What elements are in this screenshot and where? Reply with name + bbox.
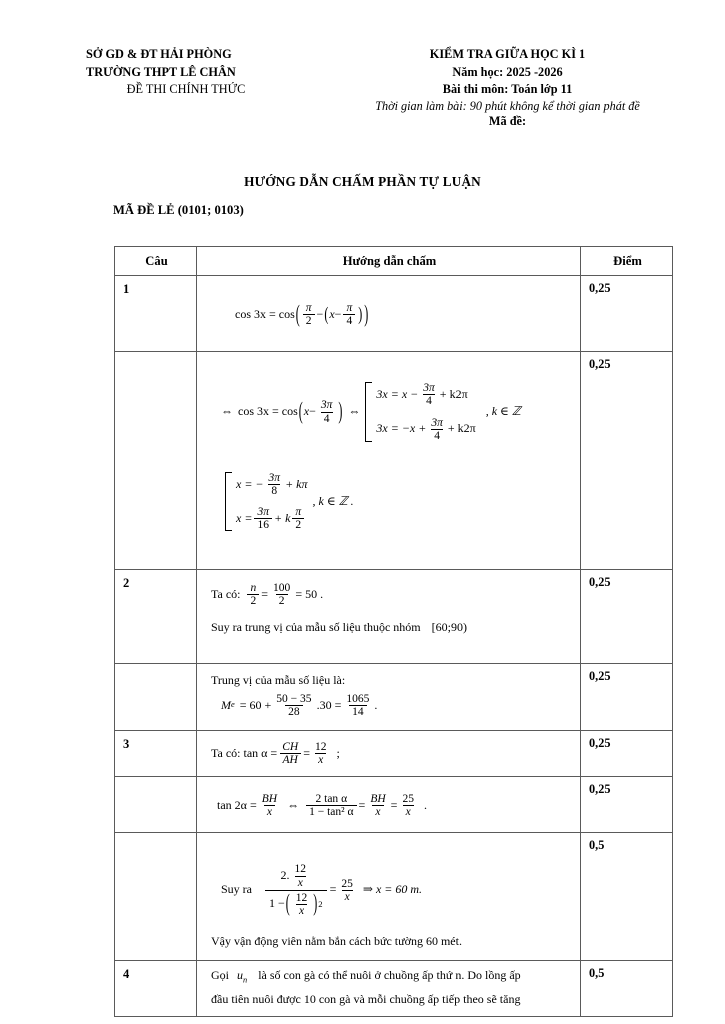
numerator-coef: 2. — [280, 868, 290, 883]
row-points: 0,25 — [581, 731, 673, 777]
table-header-row — [115, 247, 673, 276]
row-solution — [197, 663, 581, 731]
subject-line: Bài thi môn: Toán lớp 11 — [442, 82, 573, 96]
school-department: SỞ GD & ĐT HẢI PHÒNG — [86, 47, 232, 61]
fraction-1065-14: $\frac{1065}{14}$ — [346, 692, 370, 719]
grading-table — [114, 246, 673, 1017]
column-header-huong-dan: Hướng dẫn chấm — [197, 247, 581, 276]
table-row — [115, 777, 673, 833]
fraction-12-x: $\frac{12}{x}$ — [314, 741, 327, 767]
row-solution — [197, 833, 581, 961]
sol-k-condition: , k ∈ ℤ . — [312, 493, 354, 508]
duration-line: Thời gian làm bài: 90 phút không kể thời gian phát đề — [375, 98, 640, 113]
fraction-3pi-4-case2: $\frac{3\pi}{4}$ — [431, 416, 443, 442]
tan2a-eq1: = — [358, 798, 366, 813]
equation-solve-x — [221, 863, 422, 916]
fraction-25-x-solve: $\frac{25}{x}$ — [341, 877, 353, 903]
k-condition: , k ∈ ℤ — [485, 404, 521, 419]
school-name: TRƯỜNG THPT LÊ CHÂN — [86, 64, 236, 79]
eq-lhs: cos 3x = cos — [238, 404, 298, 419]
eq-lhs: cos 3x = cos — [235, 307, 295, 322]
table-row — [115, 833, 673, 961]
school-year: Năm học: 2025 -2026 — [452, 64, 563, 79]
sol2-k: + k — [273, 510, 291, 525]
row-points: 0,25 — [581, 570, 673, 664]
fraction-pi-4: $\frac{\pi}{4}$ — [343, 302, 355, 327]
fraction-bh-x-2: $\frac{BH}{x}$ — [370, 793, 386, 819]
median-eq-start: = 60 + — [239, 697, 272, 712]
row-points: 0,5 — [581, 961, 673, 1017]
median-label: Trung vị của mẫu số liệu là: — [211, 672, 346, 687]
equation-median-index — [211, 582, 323, 607]
table-row — [115, 663, 673, 731]
table-row — [115, 731, 673, 777]
solve-equals: = — [329, 882, 337, 897]
row-solution — [197, 570, 581, 664]
row-solution — [197, 961, 581, 1017]
row-solution — [197, 352, 581, 570]
row-solution — [197, 777, 581, 833]
equation-cos3x: cos 3x = cos ( $\frac{\pi}{2}$ − ( x − $\frac{\pi}{4}$ ) ) — [235, 299, 369, 328]
conclusion-text: Vậy vận động viên nằm bắn cách bức tường 60 mét. — [211, 933, 462, 948]
equiv-symbol: ⇔ — [221, 404, 233, 419]
case-bracket — [365, 382, 372, 441]
exam-code-subtitle: MÃ ĐỀ LẺ (0101; 0103) — [113, 203, 244, 217]
column-header-cau: Câu — [115, 247, 197, 276]
table-row — [115, 276, 673, 352]
row-question-number: 4 — [115, 961, 197, 1017]
row-points: 0,25 — [581, 352, 673, 570]
fraction-ch-ah: $\frac{CH}{AH}$ — [279, 741, 301, 766]
case1-lhs: 3x = x − — [376, 387, 419, 402]
equiv-symbol-2: ⇔ — [348, 404, 361, 419]
table-row — [115, 961, 673, 1017]
column-header-diem: Điểm — [581, 247, 673, 276]
equation-equivalence: ⇔ cos 3x = cos ( x − $\frac{3\pi}{4}$ ) ⇔ 3x = x − $\frac{3\pi}{4}$ + k2π 3x = −x + $\frac{3\pi}{4}$ + k2π , k ∈ ℤ — [221, 382, 521, 442]
row-question-number — [115, 777, 197, 833]
denominator-lead: 1 − — [269, 896, 285, 911]
row-question-number: 1 — [115, 276, 197, 352]
fraction-pi-2: $\frac{\pi}{2}$ — [303, 302, 315, 327]
fraction-3pi-4: $\frac{3\pi}{4}$ — [320, 399, 333, 425]
fraction-50-35-28: $\frac{50 - 35}{28}$ — [276, 692, 312, 719]
solution-bracket — [225, 472, 232, 531]
solve-result: ⇒ x = 60 m. — [362, 882, 423, 897]
tan2a-lhs: tan 2α = — [217, 798, 257, 813]
row-question-number: 3 — [115, 731, 197, 777]
case-system — [365, 382, 475, 441]
fraction-bh-x: $\frac{BH}{x}$ — [261, 793, 278, 819]
case2-lhs: 3x = −x + — [376, 421, 427, 436]
solve-lead: Suy ra — [221, 882, 252, 897]
tan-lead: Ta có: tan α = — [211, 746, 278, 760]
row-points: 0,25 — [581, 663, 673, 731]
case-line-1 — [376, 382, 475, 407]
median-subscript: e — [231, 700, 235, 710]
row-points: 0,25 — [581, 777, 673, 833]
equation-median-value — [221, 693, 377, 718]
fraction-25-x: $\frac{25}{x}$ — [402, 793, 414, 819]
tan2a-eq2: = — [390, 798, 398, 813]
row-question-number: 2 — [115, 570, 197, 664]
exam-official-label: ĐỀ THI CHÍNH THỨC — [126, 82, 246, 96]
header-left-block — [0, 46, 300, 99]
tan2a-tail: . — [423, 798, 427, 813]
solution-system — [225, 472, 308, 531]
median-tail: . — [374, 697, 378, 712]
exam-code-label: Mã đề: — [488, 113, 527, 128]
sol2-lhs: x = — [236, 510, 253, 525]
q4-text-c: đầu tiên nuôi được 10 con gà và mỗi chuồng ấp tiếp theo sẽ tăng — [211, 991, 521, 1006]
case2-tail: + k2π — [447, 421, 476, 436]
row-question-number — [115, 663, 197, 731]
median-mul: .30 = — [316, 697, 342, 712]
row-points: 0,25 — [581, 276, 673, 352]
sol1-lhs: x = − — [236, 476, 264, 491]
variable-x: x — [329, 307, 335, 322]
sol1-tail: + kπ — [285, 476, 308, 491]
solution-line-2 — [236, 506, 308, 531]
row-question-number — [115, 833, 197, 961]
table-row — [115, 570, 673, 664]
exam-title: KIỂM TRA GIỮA HỌC KÌ 1 — [429, 47, 586, 61]
row-question-number — [115, 352, 197, 570]
row-solution — [197, 731, 581, 777]
case-line-2 — [376, 417, 475, 442]
q4-lead: Gọi — [211, 968, 229, 983]
fraction-3pi-4-case1: $\frac{3\pi}{4}$ — [423, 382, 435, 408]
fraction-3pi-8: $\frac{3\pi}{8}$ — [268, 471, 281, 497]
equation-tan-alpha — [211, 741, 340, 766]
tan-tail: ; — [336, 746, 340, 760]
equation-tan-2alpha — [217, 793, 427, 818]
fraction-12-x-num: $\frac{12}{x}$ — [294, 863, 307, 889]
tan-equals: = — [303, 746, 310, 760]
document-header — [0, 46, 725, 129]
fraction-100-2: $\frac{100}{2}$ — [273, 582, 291, 608]
fraction-12-x-den: $\frac{12}{x}$ — [295, 891, 308, 917]
fraction-3pi-16: $\frac{3\pi}{16}$ — [254, 506, 272, 531]
lead-text: Ta có: — [211, 586, 241, 601]
denominator-power: 2 — [318, 898, 323, 909]
equals-1: = — [261, 586, 269, 601]
case1-tail: + k2π — [439, 387, 468, 402]
median-group-text: Suy ra trung vị của mẫu số liệu thuộc nhóm — [211, 620, 421, 635]
equals-50: = 50 . — [295, 586, 324, 601]
sequence-symbol: u — [237, 968, 243, 983]
tan2a-equiv: ⇔ — [287, 798, 300, 813]
fraction-complex: 2. $\frac{12}{x}$ 1 − ( $\frac{12}{x}$ ) 2 — [265, 863, 327, 916]
sequence-subscript: n — [243, 975, 248, 985]
header-right-block — [300, 46, 725, 129]
q4-text-b: là số con gà có thể nuôi ở chuồng ấp thứ n. Do lồng ấp — [258, 968, 521, 983]
fraction-n-2: $\frac{n}{2}$ — [247, 582, 259, 607]
row-solution — [197, 276, 581, 352]
row-points: 0,5 — [581, 833, 673, 961]
fraction-double-angle: $\frac{\text{2 tan α}}{\text{1 − tan² α}}$ — [306, 793, 356, 818]
median-interval: [60;90) — [431, 620, 467, 635]
median-symbol: M — [221, 697, 231, 712]
page-title: HƯỚNG DẪN CHẤM PHẦN TỰ LUẬN — [244, 174, 481, 189]
variable-x: x — [303, 404, 310, 419]
fraction-pi-2-sol2: $\frac{\pi}{2}$ — [292, 506, 304, 531]
table-row — [115, 352, 673, 570]
solution-line-1 — [236, 472, 308, 497]
